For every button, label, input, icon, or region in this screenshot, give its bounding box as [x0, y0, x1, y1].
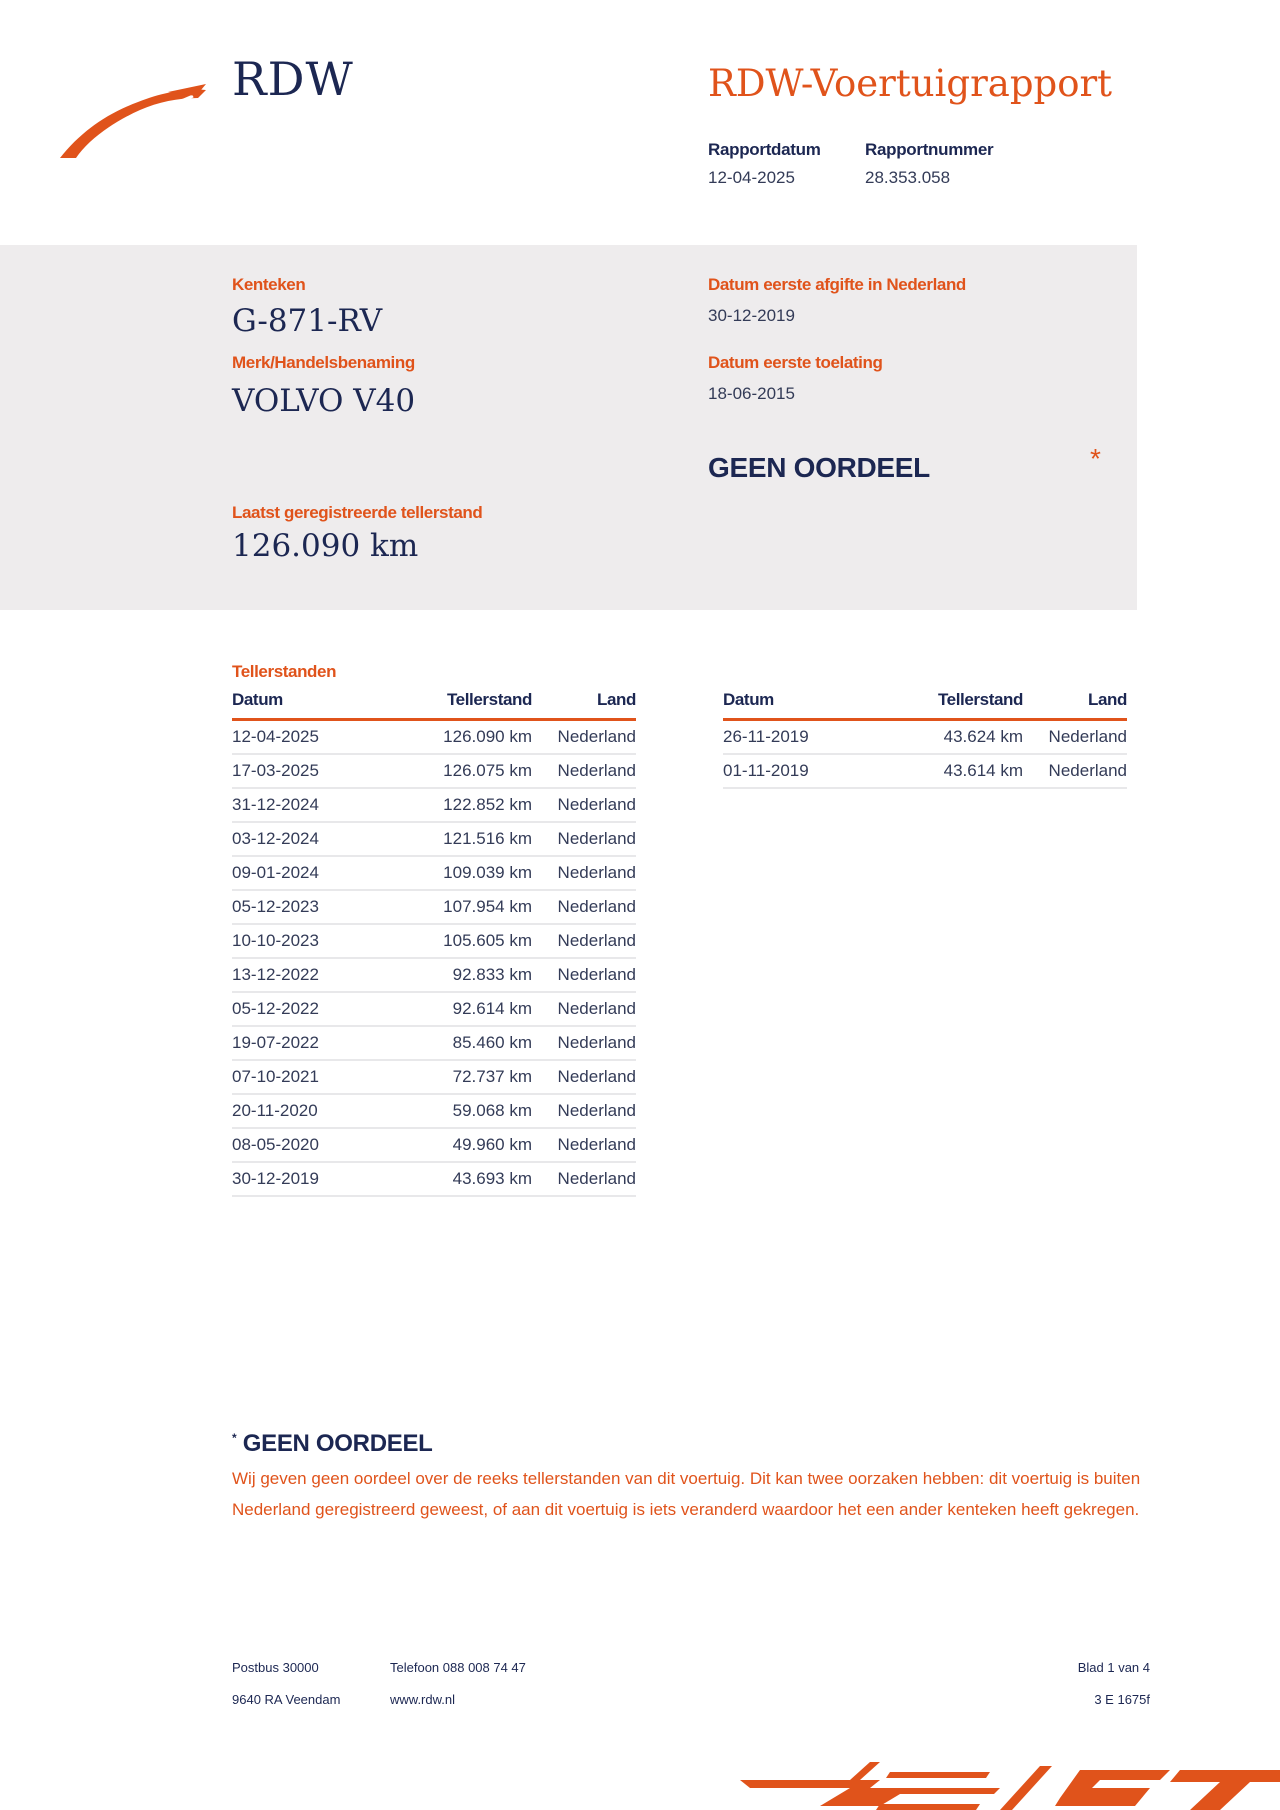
odometer-value: 126.090 km [232, 528, 419, 564]
table-row [723, 720, 1127, 755]
make-label: Merk/Handelsbenaming [232, 353, 415, 372]
reading-date: 01-11-2019 [723, 754, 883, 788]
reading-country: Nederland [532, 1094, 636, 1128]
reading-odometer: 49.960 km [392, 1128, 532, 1162]
table-header-row [232, 690, 636, 720]
first-nl-value: 30-12-2019 [708, 306, 795, 325]
table-row [232, 1094, 636, 1128]
footnote-marker: * [232, 1431, 237, 1445]
table-row [232, 1128, 636, 1162]
footer-page-number: Blad 1 van 4 [1077, 1660, 1150, 1675]
reading-odometer: 126.090 km [392, 720, 532, 755]
footer-stripes-graphic [730, 1758, 1280, 1810]
reading-date: 05-12-2023 [232, 890, 392, 924]
vehicle-info-panel [0, 245, 1137, 610]
reading-odometer: 72.737 km [392, 1060, 532, 1094]
table-row [232, 1026, 636, 1060]
footnote-title-text: GEEN OORDEEL [242, 1430, 433, 1457]
table-row [232, 924, 636, 958]
report-date: 12-04-2025 [708, 168, 795, 187]
table-row [232, 958, 636, 992]
verdict: GEEN OORDEEL [708, 452, 930, 483]
reading-country: Nederland [532, 822, 636, 856]
footer-website[interactable]: www.rdw.nl [390, 1692, 456, 1707]
first-nl-label: Datum eerste afgifte in Nederland [708, 275, 966, 294]
table-row [232, 788, 636, 822]
reading-odometer: 109.039 km [392, 856, 532, 890]
column-header-country: Land [532, 690, 636, 720]
table-row [232, 1060, 636, 1094]
column-header-odometer: Tellerstand [883, 690, 1023, 720]
reading-country: Nederland [532, 958, 636, 992]
reading-date: 09-01-2024 [232, 856, 392, 890]
reading-date: 31-12-2024 [232, 788, 392, 822]
reading-odometer: 121.516 km [392, 822, 532, 856]
reading-odometer: 43.614 km [883, 754, 1023, 788]
table-row [232, 992, 636, 1026]
footer-address-line2: 9640 RA Veendam [232, 1692, 341, 1707]
reading-country: Nederland [1023, 754, 1127, 788]
table-row [232, 720, 636, 755]
footer-address-line1: Postbus 30000 [232, 1660, 319, 1675]
table-row [232, 890, 636, 924]
reading-date: 20-11-2020 [232, 1094, 392, 1128]
report-date-label: Rapportdatum [708, 140, 821, 159]
report-title: RDW-Voertuigrapport [708, 62, 1113, 105]
reading-country: Nederland [532, 788, 636, 822]
footer-document-code: 3 E 1675f [1094, 1692, 1150, 1707]
plate-label: Kenteken [232, 275, 306, 294]
plate-value: G-871-RV [232, 303, 383, 339]
table-row [232, 1162, 636, 1196]
report-number: 28.353.058 [865, 168, 951, 187]
reading-date: 05-12-2022 [232, 992, 392, 1026]
make-value: VOLVO V40 [232, 383, 416, 419]
first-admission-value: 18-06-2015 [708, 384, 795, 403]
reading-odometer: 59.068 km [392, 1094, 532, 1128]
reading-odometer: 122.852 km [392, 788, 532, 822]
reading-odometer: 43.624 km [883, 720, 1023, 755]
reading-date: 19-07-2022 [232, 1026, 392, 1060]
reading-country: Nederland [532, 754, 636, 788]
reading-date: 07-10-2021 [232, 1060, 392, 1094]
report-number-label: Rapportnummer [865, 140, 994, 159]
first-admission-label: Datum eerste toelating [708, 353, 883, 372]
table-row [232, 754, 636, 788]
reading-odometer: 105.605 km [392, 924, 532, 958]
readings-section-title: Tellerstanden [232, 662, 337, 681]
reading-odometer: 92.833 km [392, 958, 532, 992]
reading-date: 08-05-2020 [232, 1128, 392, 1162]
odometer-label: Laatst geregistreerde tellerstand [232, 503, 483, 522]
reading-odometer: 85.460 km [392, 1026, 532, 1060]
reading-date: 12-04-2025 [232, 720, 392, 755]
reading-odometer: 126.075 km [392, 754, 532, 788]
column-header-date: Datum [232, 690, 392, 720]
footnote-text: Wij geven geen oordeel over de reeks tellerstanden van dit voertuig. Dit kan twee oorzaken hebben: dit voertuig is buiten Nederland geregistreerd geweest, of aan dit voertuig is iets veranderd waardoor het een ander kenteken heeft gekregen. [232, 1469, 1141, 1519]
reading-country: Nederland [532, 1060, 636, 1094]
reading-odometer: 107.954 km [392, 890, 532, 924]
readings-table-left [232, 690, 636, 1197]
reading-date: 26-11-2019 [723, 720, 883, 755]
footnote-title [232, 1430, 433, 1458]
reading-date: 30-12-2019 [232, 1162, 392, 1196]
reading-country: Nederland [532, 720, 636, 755]
column-header-country: Land [1023, 690, 1127, 720]
column-header-date: Datum [723, 690, 883, 720]
reading-country: Nederland [532, 856, 636, 890]
reading-date: 10-10-2023 [232, 924, 392, 958]
reading-date: 13-12-2022 [232, 958, 392, 992]
logo-text: RDW [232, 52, 354, 106]
table-row [723, 754, 1127, 788]
footer-phone: Telefoon 088 008 74 47 [390, 1660, 526, 1675]
panel-tab [0, 585, 138, 610]
reading-country: Nederland [532, 1162, 636, 1196]
reading-country: Nederland [532, 890, 636, 924]
readings-table-right [723, 690, 1127, 789]
rdw-logo-icon [58, 80, 208, 162]
table-row [232, 856, 636, 890]
reading-date: 03-12-2024 [232, 822, 392, 856]
reading-country: Nederland [532, 1128, 636, 1162]
column-header-odometer: Tellerstand [392, 690, 532, 720]
table-header-row [723, 690, 1127, 720]
reading-country: Nederland [1023, 720, 1127, 755]
reading-date: 17-03-2025 [232, 754, 392, 788]
reading-country: Nederland [532, 924, 636, 958]
table-row [232, 822, 636, 856]
reading-odometer: 43.693 km [392, 1162, 532, 1196]
reading-country: Nederland [532, 992, 636, 1026]
verdict-footnote-marker: * [1090, 443, 1101, 474]
reading-odometer: 92.614 km [392, 992, 532, 1026]
reading-country: Nederland [532, 1026, 636, 1060]
